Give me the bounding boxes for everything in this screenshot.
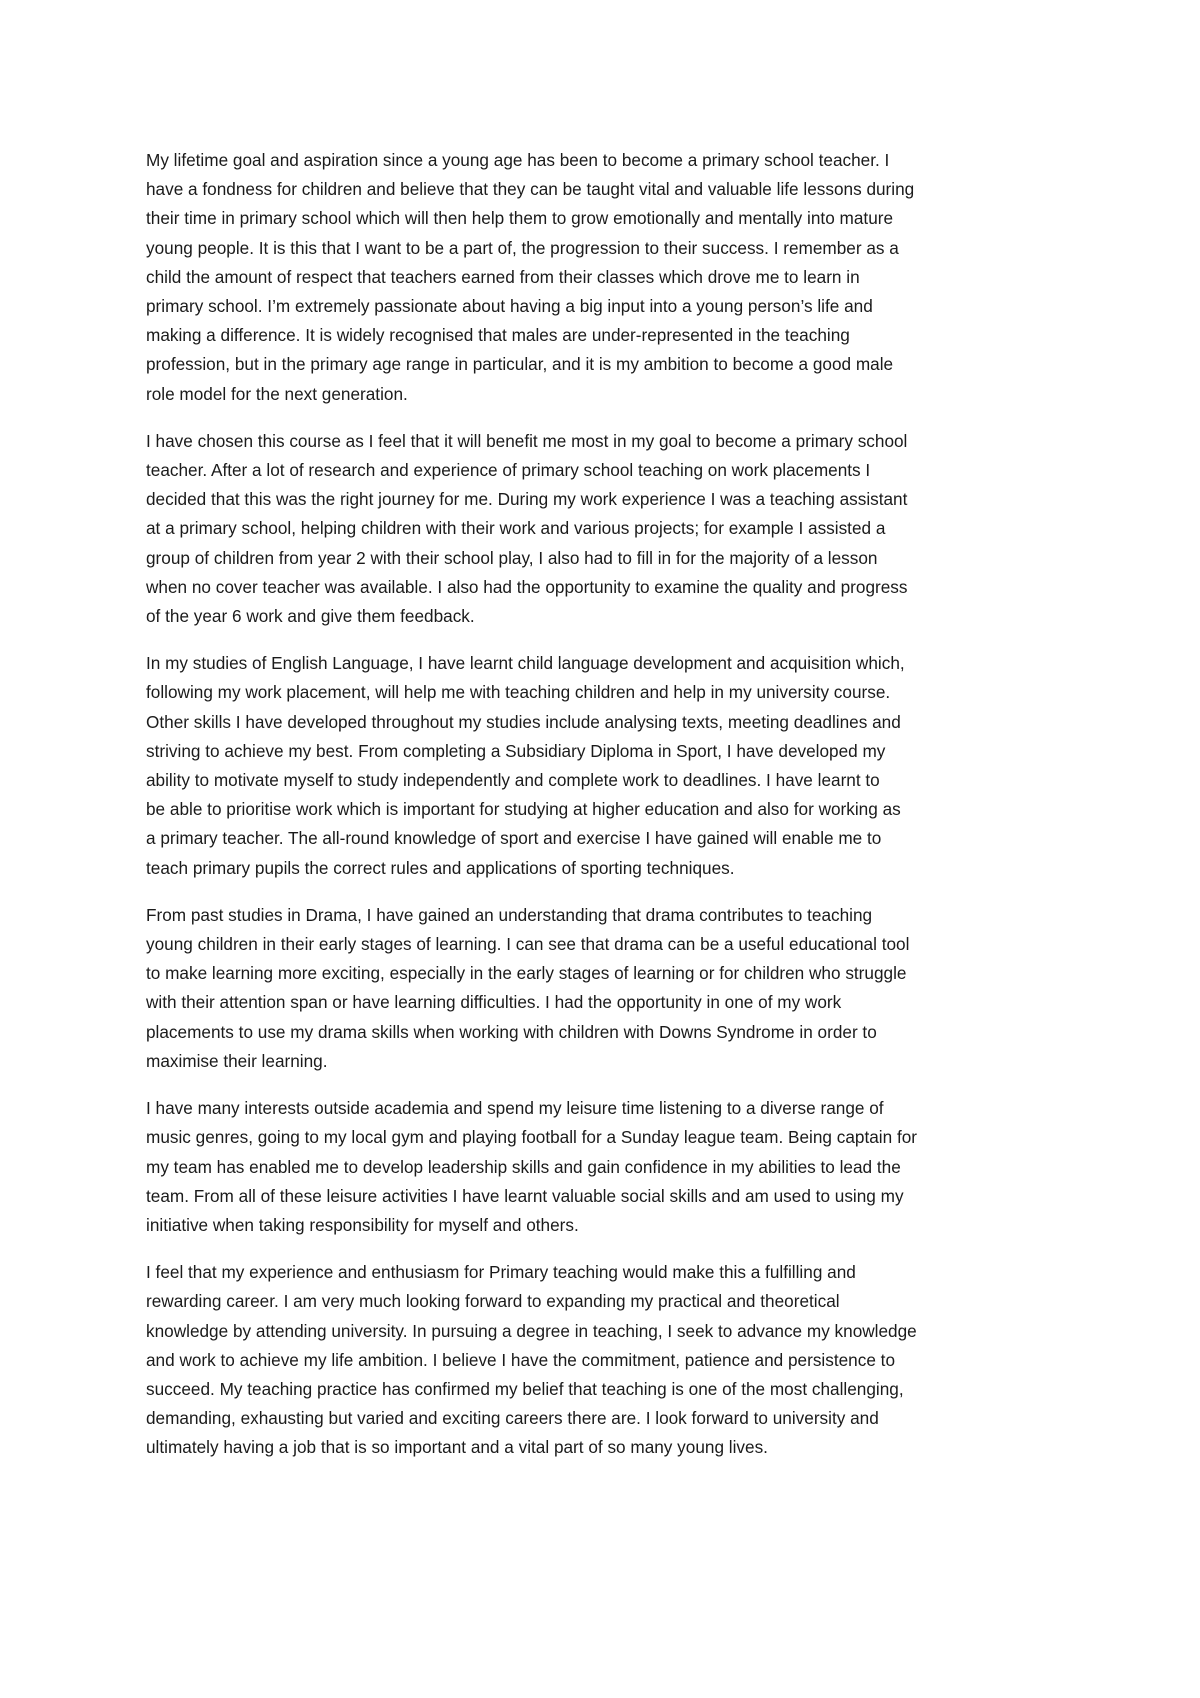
- text-line: I feel that my experience and enthusiasm for Primary teaching would make this a fulfilling and: [146, 1262, 856, 1283]
- paragraph-conclusion: [146, 1258, 1068, 1462]
- text-line: primary school. I’m extremely passionate about having a big input into a young person’s life and: [146, 296, 873, 317]
- text-line: young children in their early stages of learning. I can see that drama can be a useful educational tool: [146, 934, 910, 955]
- text-line: their time in primary school which will then help them to grow emotionally and mentally into mature: [146, 208, 894, 229]
- text-line: demanding, exhausting but varied and exciting careers there are. I look forward to university and: [146, 1408, 879, 1429]
- paragraph-interests: [146, 1094, 1068, 1240]
- text-line: making a difference. It is widely recognised that males are under-represented in the teaching: [146, 325, 850, 346]
- paragraph-aspiration: [146, 146, 1068, 409]
- text-line: team. From all of these leisure activities I have learnt valuable social skills and am used to using my: [146, 1185, 904, 1206]
- text-line: to make learning more exciting, especially in the early stages of learning or for children who struggle: [146, 963, 907, 984]
- text-line: my team has enabled me to develop leadership skills and gain confidence in my abilities to lead the: [146, 1156, 901, 1177]
- text-line: My lifetime goal and aspiration since a young age has been to become a primary school teacher. I: [146, 150, 890, 170]
- text-line: In my studies of English Language, I have learnt child language development and acquisition which,: [146, 653, 905, 674]
- text-line: role model for the next generation.: [146, 383, 408, 404]
- text-line: a primary teacher. The all-round knowledge of sport and exercise I have gained will enable me to: [146, 828, 882, 849]
- text-line: teacher. After a lot of research and experience of primary school teaching on work placements I: [146, 460, 871, 481]
- text-line: succeed. My teaching practice has confirmed my belief that teaching is one of the most challenging,: [146, 1378, 904, 1399]
- text-line: I have many interests outside academia and spend my leisure time listening to a diverse range of: [146, 1098, 884, 1119]
- text-line: ultimately having a job that is so important and a vital part of so many young lives.: [146, 1437, 768, 1458]
- paragraph-course-choice: [146, 427, 1068, 631]
- text-line: ability to motivate myself to study independently and complete work to deadlines. I have learnt to: [146, 770, 880, 791]
- text-line: and work to achieve my life ambition. I believe I have the commitment, patience and persistence to: [146, 1349, 895, 1370]
- document-body: [146, 146, 1068, 1481]
- text-line: rewarding career. I am very much looking forward to expanding my practical and theoretical: [146, 1291, 840, 1312]
- text-line: teach primary pupils the correct rules and applications of sporting techniques.: [146, 857, 735, 878]
- text-line: placements to use my drama skills when working with children with Downs Syndrome in order to: [146, 1021, 877, 1042]
- text-line: From past studies in Drama, I have gained an understanding that drama contributes to teaching: [146, 904, 873, 925]
- text-line: Other skills I have developed throughout my studies include analysing texts, meeting deadlines and: [146, 711, 901, 732]
- paragraph-drama: [146, 901, 1068, 1076]
- text-line: be able to prioritise work which is important for studying at higher education and also for working as: [146, 799, 901, 820]
- text-line: I have chosen this course as I feel that it will benefit me most in my goal to become a primary school: [146, 430, 908, 451]
- text-line: music genres, going to my local gym and playing football for a Sunday league team. Being captain for: [146, 1127, 918, 1148]
- paragraph-studies: [146, 649, 1068, 883]
- text-line: when no cover teacher was available. I also had the opportunity to examine the quality and progress: [146, 576, 908, 597]
- text-line: with their attention span or have learning difficulties. I had the opportunity in one of my work: [146, 992, 842, 1013]
- text-line: of the year 6 work and give them feedback.: [146, 606, 475, 627]
- text-line: group of children from year 2 with their school play, I also had to fill in for the majority of a lesson: [146, 547, 878, 568]
- text-line: knowledge by attending university. In pursuing a degree in teaching, I seek to advance my knowledge: [146, 1320, 917, 1341]
- text-line: young people. It is this that I want to be a part of, the progression to their success. I remember as a: [146, 237, 899, 258]
- text-line: at a primary school, helping children with their work and various projects; for example I assisted a: [146, 518, 886, 539]
- text-line: have a fondness for children and believe that they can be taught vital and valuable life lessons during: [146, 179, 915, 200]
- text-line: following my work placement, will help me with teaching children and help in my university course.: [146, 682, 891, 703]
- text-line: initiative when taking responsibility for myself and others.: [146, 1214, 579, 1235]
- text-line: striving to achieve my best. From completing a Subsidiary Diploma in Sport, I have developed my: [146, 740, 886, 761]
- text-line: decided that this was the right journey for me. During my work experience I was a teaching assistant: [146, 489, 908, 510]
- text-line: profession, but in the primary age range in particular, and it is my ambition to become a good male: [146, 354, 894, 375]
- text-line: maximise their learning.: [146, 1050, 328, 1071]
- text-line: child the amount of respect that teachers earned from their classes which drove me to learn in: [146, 266, 860, 287]
